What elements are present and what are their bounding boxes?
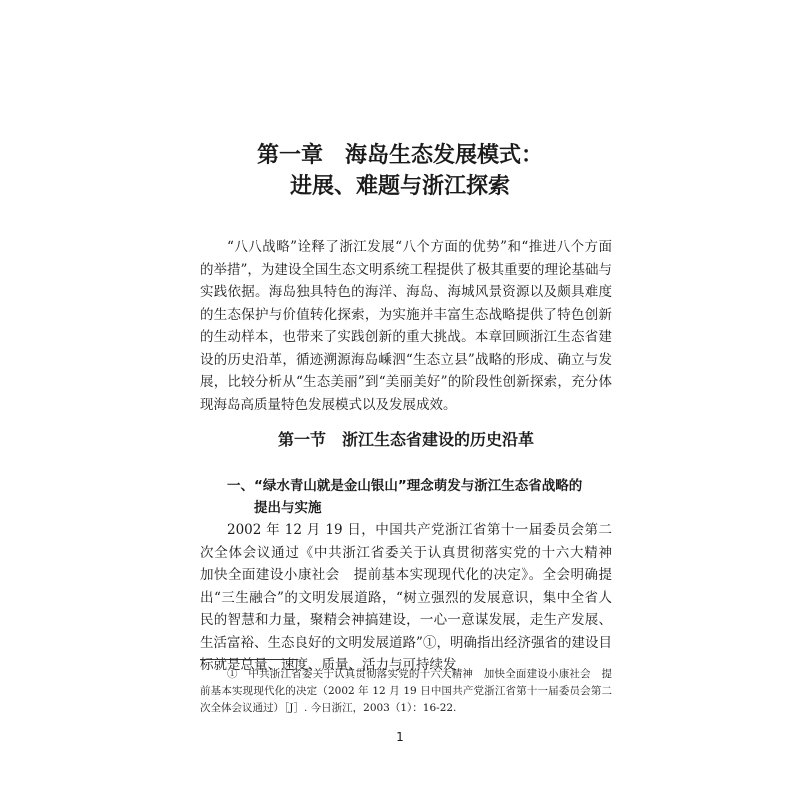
footnote: ① 中共浙江省委关于认真贯彻落实党的十六大精神 加快全面建设小康社会 提前基本实现现代化的决定（2002 年 12 月 19 日中国共产党浙江省第十一届委员会第二次全体会议通过）［J］. 今日浙江，2003（1）：16-22. <box>200 668 612 714</box>
chapter-title-line1: 第一章 海岛生态发展模式： <box>256 143 543 168</box>
subsection-title <box>200 475 612 519</box>
section-title: 第一节 浙江生态省建设的历史沿革 <box>277 430 534 449</box>
footnote-divider <box>200 659 298 660</box>
body-paragraph: 2002 年 12 月 19 日，中国共产党浙江省第十一届委员会第二次全体会议通过《中共浙江省委关于认真贯彻落实党的十六大精神 加快全面建设小康社会 提前基本实现现代化的决定》。全会明确提出“三生融合”的文明发展道路，“树立强烈的发展意识，集中全省人民的智慧和力量，聚精会神搞建设，一心一意谋发展，走生产发展、生活富裕、生态良好的文明发展道路”①，明确指出经济强省的建设目标就是总量、速度、质量、活力与可持续发 <box>200 522 626 673</box>
intro-paragraph: “八八战略”诠释了浙江发展“八个方面的优势”和“推进八个方面的举措”，为建设全国生态文明系统工程提供了极其重要的理论基础与实践依据。海岛独具特色的海洋、海岛、海城风景资源以及颇具难度的生态保护与价值转化探索，为实施并丰富生态战略提供了特色创新的生动样本，也带来了实践创新的重大挑战。本章回顾浙江生态省建设的历史沿革，循迹溯源海岛嵊泗“生态立县”战略的形成、确立与发展，比较分析从“生态美丽”到“美丽美好”的阶段性创新探索，充分体现海岛高质量特色发展模式以及发展成效。 <box>200 239 612 413</box>
subsection-title-line2: 提出与实施 <box>254 500 322 516</box>
page-number: 1 <box>396 730 404 744</box>
chapter-title-line2: 进展、难题与浙江探索 <box>289 174 510 199</box>
subsection-title-line1: 一、“绿水青山就是金山银山”理念萌发与浙江生态省战略的 <box>227 478 583 494</box>
